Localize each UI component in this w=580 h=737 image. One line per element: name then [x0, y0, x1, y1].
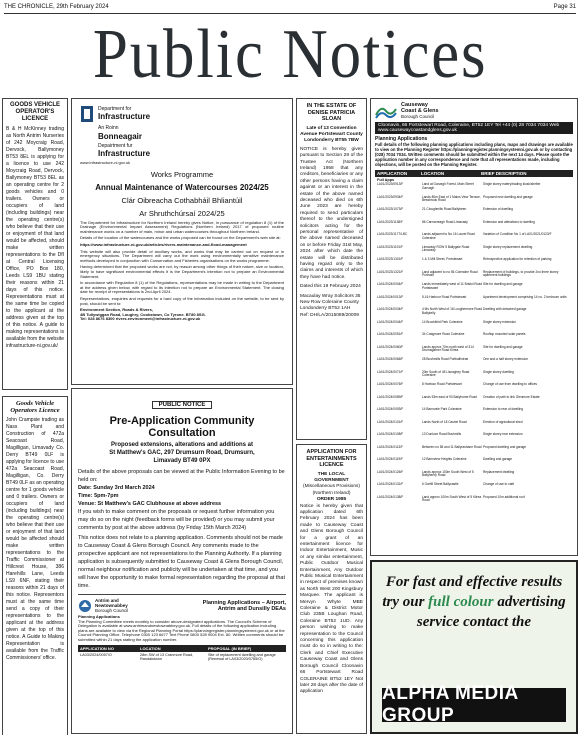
paper-name: THE CHRONICLE, 29th February 2024: [4, 4, 109, 10]
estate-dated: Dated this 19 February 2024: [300, 284, 361, 290]
col-location: LOCATION: [421, 171, 445, 176]
table-row: [375, 446, 573, 459]
advert-full-colour: full colour: [428, 594, 494, 610]
preapp-para-2: If you wish to make comment on the proposals or request further information you may do so on the night (feedback forms will be provided) or you may submit your comments by post at the above address (by Friday 15th March 2024): [78, 509, 275, 531]
col-description: BRIEF DESCRIPTION: [481, 171, 527, 176]
causeway-planning-notice: [370, 98, 578, 556]
row-desc: Proposed dwelling and garage: [483, 444, 527, 449]
row-loc: 6 Garfill Street Ballycastle: [422, 482, 459, 486]
row-desc: Creation of path to link Glenmore Estate: [483, 394, 540, 399]
row-loc: Lands North of 18 Cashel Road: [422, 419, 467, 424]
row-desc: Apartment development comprising 14 no. 2 bedroom units: [483, 294, 567, 299]
row-app: LA01/2024/0108/F: [377, 432, 404, 436]
row-desc: Single storey extension: [483, 319, 516, 324]
row-loc: 14 Brookfield Park Coleraine: [422, 319, 463, 324]
works-para-5: In accordance with Regulation 8 (1) of the Regulations, representations may be made in writing to the Department at the address given below, with regard to its intention not to prepare an Environmental Statement. The closing date for receipt of representations is 2nd April 2024.: [80, 280, 284, 295]
row-loc: 4 Ms North West of 18 Loughermore Road Ballykelly: [422, 307, 483, 315]
table-row: [375, 333, 573, 346]
dept-name-sc: Infrastructure: [98, 149, 151, 158]
preapp-sub-3: Limavady BT49 0PX: [153, 458, 211, 464]
col-location: LOCATION: [140, 645, 161, 651]
row-desc: Single storey replacement dwelling: [483, 244, 533, 249]
row-desc: Single storey rear extension: [483, 432, 523, 436]
ents-body: Notice is hereby given that application dated 6th February 2024 has been made to Causeway Coast and Glens Borough Council for a grant of an entertainment licence for Indoor Entertainment, Music or any similar entertainment, Public Outdoor Musical Entertainment, Any Outdoor Public Musical Entertainment in respect of premises known as North West 200 Kingsbury Marquee. The applicant is Mervyn Whyte MBE Coleraine & District Motor Club 235B Loughan Road, Coleraine BT52 1UD. Any person wishing to make representation to the Council concerning this application must do so in writing to the: Clerk and Chief Executive Causeway Coast and Glens Borough Council Cloonavin 66 Portstewart Road COLERAINE BT52 1EY Not later 28 days after the date of application: [300, 503, 363, 695]
row-app: LA01/2024/0004/F: [377, 282, 404, 286]
row-app: LA01/2024/0138/F: [377, 494, 404, 499]
ents-sub-2: (Miscellaneous Provisions): [302, 484, 361, 490]
running-head: [4, 2, 576, 12]
row-desc: One and a half storey extension: [483, 357, 529, 361]
table-row: [375, 458, 573, 471]
row-loc: Lands adjacent to No 16 Laurel Road Coleraine: [422, 232, 475, 240]
preapp-para-1: Details of the above proposals can be viewed at the Public Information Evening to be held on:: [78, 469, 285, 483]
causeway-address-bar: Cloonavin, 66 Portstewart Road, Coleraine, BT52 1EY Tel +44 (0) 28 7034 7034 Web www.causewaycoastandglens.gov.uk: [375, 122, 573, 134]
row-loc: 34 Craigmore Road Coleraine: [422, 332, 465, 336]
row-loc: 21 Cloughmills Road Ballybeen: [422, 207, 467, 211]
dfi-website[interactable]: www.infrastructure-ni.gov.uk: [80, 160, 130, 165]
row-desc: Site for dwelling and garage: [483, 282, 523, 286]
goods2-body: John Crampsie trading as Nass Plant and Construction of 472a Seacoast Road, Magilligan, Limavady Co. Derry BT49 0LF is applying for licence to use 472a Seacoast Road, Magilligan, Co. Derry BT49 0LF as an operating centre for 1 goods vehicle and 0 trailers. Owners or occupiers of land (including buildings) near the operating centre(s) who believe that their use or enjoyment of that land would be affected should make written representations to the Traffic Commissioner at Hillcrest House, 386 Harehills Lane, Leeds LS9 6NF, stating their reasons within 21 days of this notice. Representors must at the same time send a copy of their representations to the applicant at the address given at the top of this notice. A Guide to Making Representation is available from the Traffic Commissioners' office.: [6, 417, 64, 661]
works-title-3: Clár Oibreacha Cothabháil Bhliantúil: [121, 195, 243, 205]
infrastructure-works-notice: [71, 98, 293, 385]
estate-solicitor: Macaulay Wray Solicitors 35 New Row Coleraine County Londonderry BT52 1AH: [300, 293, 361, 312]
causeway-name-3: Borough Council: [401, 114, 435, 119]
row-desc: Rooftop mounted solar panels: [483, 332, 526, 336]
planning-section-label: Full Apps: [377, 178, 395, 182]
row-app: LA01/2024/0093/F: [377, 407, 404, 411]
row-loc: 20m South of 45 Lisnaghey Road Coleraine: [422, 369, 470, 378]
works-title-4: Ar Shruthchúrsaí 2024/25: [139, 208, 225, 218]
estate-title: IN THE ESTATE OF DENISE PATRICIA SLOAN: [306, 103, 357, 122]
preapp-title: Pre-Application Community Consultation: [109, 415, 255, 439]
row-desc: Single storey eatery/trading kiosk/shelter: [483, 182, 541, 186]
advert-line-3: service contact the: [416, 614, 532, 630]
alpha-media-advert[interactable]: [370, 560, 578, 734]
preapp-sub-2: St Matthew's GAC, 297 Drumsurn Road, Drumsurn,: [109, 450, 255, 456]
alpha-media-logo: ALPHA MEDIA GROUP: [382, 688, 566, 722]
works-sign-3: Tel: 028 8676 8300 rivers.environment@infrastructure-ni.gov.uk: [80, 316, 201, 322]
row-location: 28m SW of 13 Cranmore Road, Randalstown: [140, 652, 194, 662]
advert-line-2c: advertising: [493, 594, 566, 610]
row-app: LA01/2024/0126/F: [377, 469, 404, 474]
left-column: [2, 98, 68, 735]
causeway-name-1: Causeway: [401, 102, 428, 108]
antrim-council-header: [78, 594, 286, 613]
works-para-1: The Department for Infrastructure for Northern Ireland hereby gives Notice, in pursuance of regulation 8 (1) of the Drainage (Environmental Impact Assessment) Regulations (Northern Ireland) 2017 of proposed routine maintenance works on a number of main, minor and urban watercourses throughout Northern Ireland.: [80, 219, 284, 234]
table-row: [375, 483, 573, 496]
table-row: [375, 346, 573, 359]
goods-vehicle-notice-2: [2, 396, 68, 735]
table-row: [375, 383, 573, 396]
row-loc: Lands 53m east of 93 Ballyhome Road: [422, 394, 477, 399]
row-app: LA01/2023/1138/F: [377, 219, 403, 224]
row-desc: Dwelling and garage: [483, 457, 513, 461]
row-loc: 13 Dunluce Road Bushmills: [422, 432, 462, 436]
row-loc: 86 Carrowreagh Road Limavady: [422, 219, 468, 224]
estate-subtitle: Late of 13 Convention Avenue Portstewart County Londonderry BT55 7BW: [300, 125, 363, 144]
pre-application-notice: [71, 388, 293, 734]
table-row: [375, 358, 573, 371]
ents-sub-1: THE LOCAL GOVERNMENT: [314, 471, 349, 483]
goods-vehicle-notice-1: [2, 98, 68, 390]
row-loc: 1 & 3 Mill Street, Portstewart: [422, 257, 463, 261]
works-para-2: Details of the location of the watercourses and the works proposed can be found on the Department's web site at:: [80, 235, 281, 241]
works-title-2: Annual Maintenance of Watercourses 2024/25: [95, 182, 269, 192]
antrim-planning-title: Planning Applications – Airport, Antrim and Dunsilly DEAs: [202, 599, 286, 612]
estate-body: NOTICE is hereby given pursuant to Section 28 of the Trustee Act (Northern Ireland) 1958 that any creditors, beneficiaries or any other persons having a claim against or an interest in the estate of the above named deceased who died on 6th June 2023 are hereby required to send particulars thereof to the undersigned solicitors acting for the personal representative of the above named deceased on or before Friday 31st May, 2024 after which date the estate will be distributed having regard only to the claims and interests of which they have had notice.: [300, 146, 363, 280]
row-loc: 28 Bushmills Road Portballintrae: [422, 357, 469, 361]
row-loc: Land approx 100m South West of 5 Kilrea Road: [422, 494, 482, 503]
preapp-date: Date: Sunday 3rd March 2024: [78, 485, 155, 491]
table-row: [375, 233, 573, 246]
antrim-plan-heading: Planning Applications: [78, 614, 120, 619]
row-desc: Extension and alterations to dwelling: [483, 219, 535, 224]
antrim-plan-text: The Planning Committee meets monthly to consider above-designated applications. The Council's Scheme of Delegation is available at www.antrimandnewtownabbey.gov.uk. Full details of the following application including plans are available to view via the Regional Planning Portal https://planningregister.planningsystemni.gov.uk or at the Council Planning Office. Telephone 0300 123 6677 Text Phone 0800 528 9004 Ext. 80. Written comments should be submitted within 21 days stating the application number.: [78, 618, 285, 642]
table-row: [375, 208, 573, 221]
table-row: [375, 471, 573, 484]
row-loc: 14 Bannvale Park Coleraine: [422, 407, 462, 411]
row-desc: Replacement of buildings, to provide 2no three storey apartment buildings: [483, 269, 559, 278]
row-app: LA01/2024/0044/F: [377, 319, 404, 324]
col-app-no: APPLICATION NO: [80, 645, 114, 651]
table-row: [375, 308, 573, 321]
council-logo-line1: Antrim and: [95, 598, 119, 603]
row-desc: Retrospective application for retention of parking: [483, 257, 552, 261]
table-row: [375, 321, 573, 334]
works-body: [80, 221, 284, 322]
row-app: LA01/2023/1191/F: [377, 244, 403, 249]
row-loc: 8 Harbour Road Portstewart: [422, 382, 462, 386]
row-app: LA01/2023/1321/F: [377, 269, 404, 274]
preapp-sub-1: Proposed extensions, alterations and additions at: [110, 442, 254, 448]
row-desc: Variation of Condition No 1 of LA01/2021/0123/F: [483, 232, 552, 236]
entertainments-licence-notice: [296, 444, 367, 734]
table-row: [375, 433, 573, 446]
row-app: LA01/2024/0071/F: [377, 369, 404, 374]
dept-label-sc: Depairtment fur: [98, 142, 133, 149]
table-row: [375, 496, 573, 509]
goods1-title: GOODS VEHICLE OPERATOR'S LICENCE: [9, 102, 60, 122]
col-application: APPLICATION: [377, 171, 408, 176]
council-logo-line2: Newtownabbey: [95, 603, 128, 608]
works-para-3: This website will also provide detail of ancillary works, and works that may be carried out on request or in emergency situations. The Department will carry out the work using environmentally sensitive maintenance methods developed in conjunction with Conservation and Fisheries organisations on the works programme.: [80, 248, 284, 263]
row-desc: Replacement dwelling: [483, 469, 515, 474]
row-loc: Land at Garvagh Forest, Main Street Garvagh: [422, 182, 474, 190]
table-row: [78, 652, 286, 663]
row-app: LA01/2024/0119/F: [377, 457, 403, 461]
works-para-6: Representations, enquiries and requests for a hard copy of the information included on the website, to be sent by post, should be sent to:: [80, 295, 284, 306]
dept-name-ga: Bonneagair: [98, 131, 143, 141]
row-loc: Lands approx 70m north west of 314 Drumagarner Road Kilrea: [422, 344, 474, 353]
dfi-logo-scots: [80, 144, 284, 159]
row-app: LA01/2024/0101/F: [377, 419, 404, 424]
goods1-body: B & H McKinney trading as North Antrim Nurseries of 242 Moycraig Road, Dervock, Ballymoney BT53 8EL is applying for a licence to use 242 Moycraig Road, Dervock, Ballymoney BT53 8EL as an operating centre for 2 goods vehicles and 0 trailers. Owners or occupiers of land (including buildings) near the operating centre(s) who believe that their use or enjoyment of that land would be affected, should make written representations to the DfI at Central Licensing Office, PO Box 180, Leeds LS9 1BU stating their reasons within 21 days of this notice. Representations must at the same time be copied to the applicant at the address given at the top of this notice. A guide to making representations is available from the website infrastructure-ni.gov.uk/: [6, 126, 64, 349]
row-desc: Site for dwelling and garage: [483, 344, 523, 349]
row-proposal: Site of replacement dwelling and garage (Renewal of LA03/2020/0765/O): [208, 652, 276, 662]
estate-ref: Ref: DH/LA/2015089/20009: [300, 312, 359, 318]
row-loc: Limavady ROW 5 Ballygale Road Limavady: [422, 244, 470, 253]
row-app: LA01/2023/1301/F: [377, 257, 404, 261]
row-app-no: LA03/2024/0057/O: [80, 652, 112, 657]
row-loc: Lands immediately west of 11 Bristol Road Portstewart: [422, 282, 482, 290]
table-row: [375, 421, 573, 434]
header-rule: [4, 13, 576, 14]
table-row: [375, 183, 573, 196]
dfi-logo: [80, 105, 284, 123]
council-logo-line3: Borough Council: [95, 608, 129, 613]
council-shield-icon: [78, 599, 92, 613]
row-desc: Single storey dwelling: [483, 369, 514, 374]
dfi-logo-irish: [80, 126, 284, 141]
works-para-4: Having determined that the proposed works are not, by reason among other things of their nature, size or location, likely to have significant environmental effects it is the Department's intention not to prepare an Environmental Statement.: [80, 264, 284, 279]
estate-notice: [296, 98, 367, 440]
row-loc: 12 Bannview Heights Coleraine: [422, 457, 467, 461]
table-row: [375, 396, 573, 409]
row-app: LA01/2023/1073/F: [377, 207, 404, 211]
dept-label-ga: An Roinn: [98, 125, 119, 131]
row-desc: Proposed 10m additional roof: [483, 494, 525, 499]
row-desc: Extension of dwelling: [483, 207, 513, 211]
public-notice-tag: PUBLIC NOTICE: [152, 401, 213, 409]
works-title-1: Works Programme: [150, 169, 214, 179]
row-loc: Lands 80m East of 1 Mains View Terrace, Bessbrook Road: [422, 194, 481, 203]
row-app: LA01/2023/0934/F: [377, 194, 404, 199]
causeway-name-2: Coast & Glens: [401, 108, 439, 114]
antrim-planning-body: [78, 615, 286, 643]
row-app: LA01/2024/0051/F: [377, 332, 404, 336]
ents-sub-4: ORDER 1985: [316, 497, 347, 503]
table-row: [375, 371, 573, 384]
table-row: [375, 408, 573, 421]
advert-line-2a: try our: [382, 594, 429, 610]
ents-title: APPLICATION FOR ENTERTAINMENTS LICENCE: [306, 449, 357, 468]
row-loc: 5-16 Harbour Road Portstewart: [422, 294, 467, 299]
advert-line-2: [380, 592, 568, 612]
row-loc: Land adjacent to no 56 Coleraine Road Portrush: [422, 269, 478, 278]
ents-sub-3: (Northern Ireland): [312, 490, 351, 496]
row-app: LA01/2024/0013/F: [377, 294, 404, 299]
row-loc: Lands approx 100m South West of 5 Ballyhenry Road: [422, 469, 474, 478]
planning-intro: Full details of the following planning applications including plans, maps and drawings are available to view on the Planning Register https://planningregister.planningsystemni.gov.uk or by contacting (028) 7034 7034. Written comments should be submitted within the next 14 days. Please quote the application number in any correspondence and note that all representations made, including objections, will be posted on the Planning Register.: [375, 142, 573, 167]
table-row: [375, 196, 573, 209]
causeway-wave-icon: [375, 103, 397, 119]
row-desc: Proposed new dwelling and garage: [483, 194, 533, 199]
row-app: LA01/2024/0089/F: [377, 394, 404, 399]
works-heading: [80, 170, 284, 218]
antrim-table-header: [78, 645, 286, 652]
preapp-time: Time: 5pm-7pm: [78, 493, 119, 499]
works-sign-1: Environment Section, Roads & Rivers,: [80, 307, 153, 313]
row-desc: Extension to rear of dwelling: [483, 407, 524, 411]
row-app: LA01/2024/0066/F: [377, 357, 404, 361]
row-app: LA01/2023/1177/LBC: [377, 232, 408, 236]
planning-table-header: [375, 170, 573, 177]
row-desc: Dwelling with detached garage: [483, 307, 527, 311]
goods2-title: Goods Vehicle Operators Licence: [10, 400, 60, 414]
planning-table-body: [375, 183, 573, 508]
row-loc: Between no 58 and 11 Ballyrashane Road: [422, 444, 482, 449]
table-row: [375, 258, 573, 271]
row-app: LA01/2023/0913/F: [377, 182, 404, 186]
banner-title: Public Notices: [92, 16, 488, 93]
row-app: LA01/2024/0076/F: [377, 382, 404, 386]
preapp-para-3: This notice does not relate to a planning application. Comments should not be made to Causeway Coast & Glens Borough Council. Any comments made to the prospective applicant are not representations to the Planning Authority. If a planning application is subsequently submitted to Causeway Coast & Glens Borough Council, normal neighbour notification and publicity will be undertaken at that time, and you will have the opportunity to make formal representation regarding the proposal at that time.: [78, 535, 285, 589]
preapp-venue: Venue: St Matthew's GAC Clubhouse at above address: [78, 501, 222, 507]
page-number: Page 31: [553, 4, 576, 10]
row-app: LA01/2024/0034/F: [377, 307, 404, 311]
section-banner: [0, 16, 580, 94]
row-desc: Change of use to café: [483, 482, 515, 486]
advert-line-1: For fast and effective results: [385, 574, 563, 590]
row-app: LA01/2024/0113/F: [377, 444, 403, 449]
dept-label-en: Department for: [98, 105, 132, 112]
row-app: LA01/2024/0131/F: [377, 482, 404, 486]
row-desc: Erection of agricultural shed: [483, 419, 523, 424]
row-app: LA01/2024/0060/F: [377, 344, 404, 349]
dept-name-en: Infrastructure: [98, 112, 151, 122]
row-desc: Change of use from dwelling to offices: [483, 382, 537, 386]
antrim-logo: [78, 598, 128, 613]
works-sign-2: 4B Tullywiggan Road, Loughry, Cookstown, Co Tyrone. BT80 8SG.: [80, 311, 206, 317]
causeway-logo: [375, 102, 573, 120]
table-row: [375, 283, 573, 296]
planning-heading: Planning Applications: [375, 136, 428, 142]
crest-icon: [80, 105, 94, 123]
works-link[interactable]: https://www.infrastructure-ni.gov.uk/articles/rivers-maintenance-and-flood-management: [80, 241, 247, 247]
col-proposal: PROPOSAL (IN BRIEF): [208, 645, 252, 651]
